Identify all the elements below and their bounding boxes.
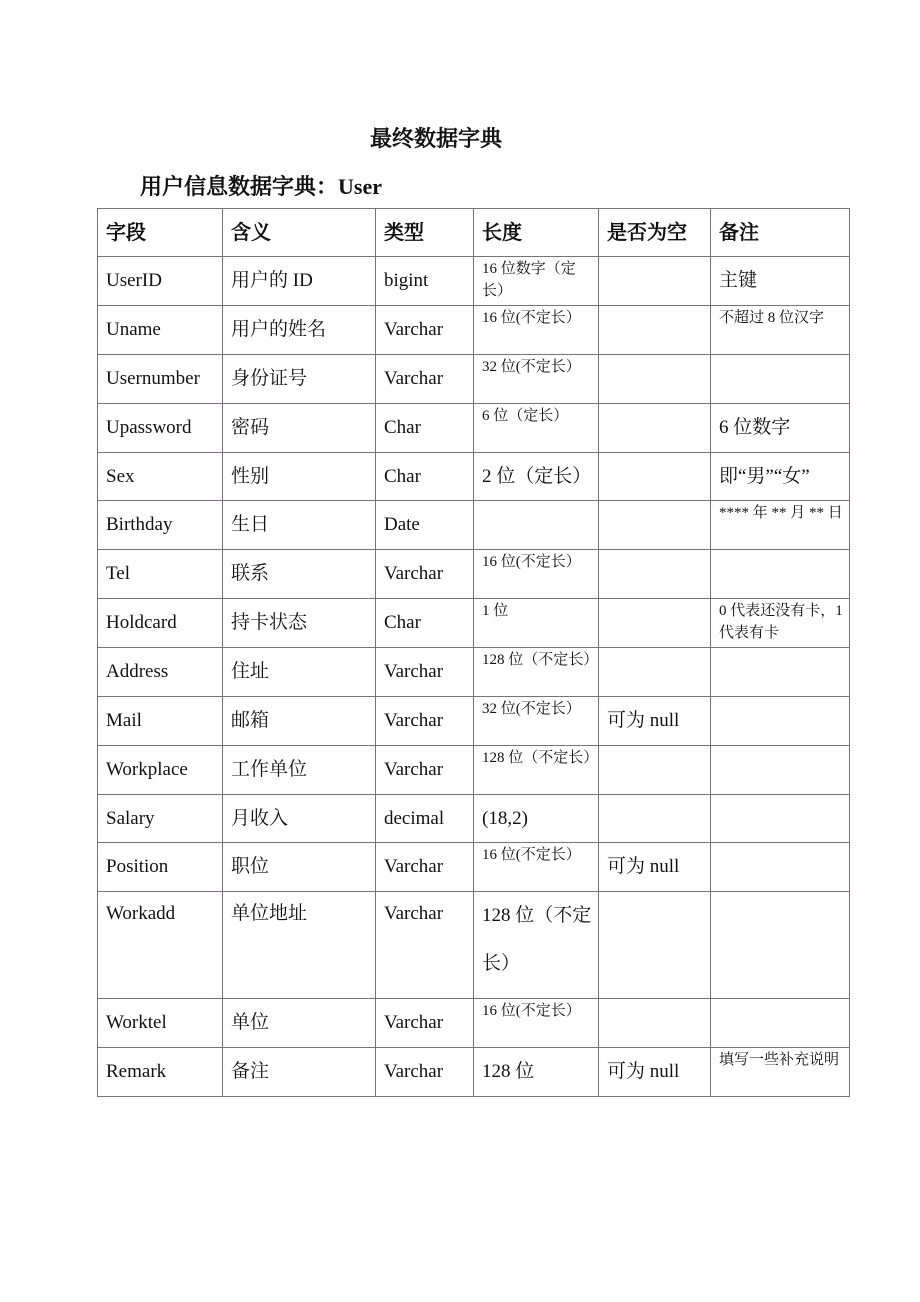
header-field: 字段 bbox=[98, 209, 223, 257]
cell-nullable bbox=[599, 795, 711, 843]
cell-nullable bbox=[599, 746, 711, 795]
header-type: 类型 bbox=[376, 209, 474, 257]
cell-nullable: 可为 null bbox=[599, 697, 711, 746]
cell-meaning: 用户的姓名 bbox=[223, 306, 376, 355]
table-row bbox=[98, 795, 850, 843]
cell-remark: 主键 bbox=[711, 257, 850, 306]
cell-nullable bbox=[599, 648, 711, 697]
cell-field: Upassword bbox=[98, 404, 223, 453]
cell-meaning: 密码 bbox=[223, 404, 376, 453]
cell-field: Sex bbox=[98, 453, 223, 501]
cell-nullable bbox=[599, 257, 711, 306]
cell-remark bbox=[711, 746, 850, 795]
cell-type: Varchar bbox=[376, 843, 474, 892]
cell-field: Tel bbox=[98, 550, 223, 599]
cell-meaning: 联系 bbox=[223, 550, 376, 599]
cell-length: 32 位(不定长） bbox=[474, 697, 599, 746]
cell-field: UserID bbox=[98, 257, 223, 306]
header-meaning: 含义 bbox=[223, 209, 376, 257]
table-row bbox=[98, 746, 850, 795]
cell-type: Varchar bbox=[376, 999, 474, 1048]
header-remark: 备注 bbox=[711, 209, 850, 257]
cell-length: 16 位(不定长） bbox=[474, 550, 599, 599]
table-row bbox=[98, 648, 850, 697]
cell-type: Char bbox=[376, 453, 474, 501]
cell-remark bbox=[711, 697, 850, 746]
cell-length: (18,2) bbox=[474, 795, 599, 843]
cell-meaning: 生日 bbox=[223, 501, 376, 550]
cell-field: Mail bbox=[98, 697, 223, 746]
cell-nullable: 可为 null bbox=[599, 1048, 711, 1097]
table-row bbox=[98, 599, 850, 648]
cell-type: Varchar bbox=[376, 550, 474, 599]
cell-remark bbox=[711, 795, 850, 843]
cell-nullable bbox=[599, 355, 711, 404]
table-row bbox=[98, 843, 850, 892]
cell-remark: 填写一些补充说明 bbox=[711, 1048, 850, 1097]
cell-type: Varchar bbox=[376, 648, 474, 697]
cell-length: 128 位 bbox=[474, 1048, 599, 1097]
cell-nullable: 可为 null bbox=[599, 843, 711, 892]
cell-meaning: 性别 bbox=[223, 453, 376, 501]
cell-remark bbox=[711, 355, 850, 404]
cell-nullable bbox=[599, 404, 711, 453]
cell-meaning: 持卡状态 bbox=[223, 599, 376, 648]
cell-remark: 不超过 8 位汉字 bbox=[711, 306, 850, 355]
cell-type: Varchar bbox=[376, 892, 474, 999]
cell-length: 128 位（不定长） bbox=[474, 746, 599, 795]
cell-meaning: 单位 bbox=[223, 999, 376, 1048]
cell-field: Workadd bbox=[98, 892, 223, 999]
page-title: 最终数据字典 bbox=[369, 126, 502, 151]
cell-length: 1 位 bbox=[474, 599, 599, 648]
cell-nullable bbox=[599, 306, 711, 355]
cell-field: Address bbox=[98, 648, 223, 697]
cell-field: Birthday bbox=[98, 501, 223, 550]
cell-length: 2 位（定长） bbox=[474, 453, 599, 501]
cell-type: bigint bbox=[376, 257, 474, 306]
data-dictionary-table bbox=[97, 208, 850, 1097]
cell-meaning: 住址 bbox=[223, 648, 376, 697]
table-row bbox=[98, 999, 850, 1048]
table-row bbox=[98, 697, 850, 746]
cell-remark bbox=[711, 892, 850, 999]
cell-nullable bbox=[599, 550, 711, 599]
table-header-row bbox=[98, 209, 850, 257]
header-length: 长度 bbox=[474, 209, 599, 257]
cell-length: 128 位（不定长） bbox=[474, 648, 599, 697]
table-row bbox=[98, 550, 850, 599]
cell-meaning: 用户的 ID bbox=[223, 257, 376, 306]
cell-remark bbox=[711, 999, 850, 1048]
cell-length: 16 位(不定长） bbox=[474, 843, 599, 892]
cell-remark: 即“男”“女” bbox=[711, 453, 850, 501]
cell-nullable bbox=[599, 599, 711, 648]
table-row bbox=[98, 453, 850, 501]
cell-type: Varchar bbox=[376, 306, 474, 355]
cell-nullable bbox=[599, 999, 711, 1048]
cell-type: Char bbox=[376, 599, 474, 648]
cell-meaning: 单位地址 bbox=[223, 892, 376, 999]
cell-field: Workplace bbox=[98, 746, 223, 795]
cell-type: decimal bbox=[376, 795, 474, 843]
cell-meaning: 身份证号 bbox=[223, 355, 376, 404]
cell-remark: 0 代表还没有卡，1 代表有卡 bbox=[711, 599, 850, 648]
cell-meaning: 工作单位 bbox=[223, 746, 376, 795]
cell-field: Usernumber bbox=[98, 355, 223, 404]
cell-remark: **** 年 ** 月 ** 日 bbox=[711, 501, 850, 550]
cell-remark bbox=[711, 843, 850, 892]
cell-meaning: 月收入 bbox=[223, 795, 376, 843]
cell-nullable bbox=[599, 453, 711, 501]
cell-length bbox=[474, 501, 599, 550]
cell-field: Position bbox=[98, 843, 223, 892]
cell-meaning: 邮箱 bbox=[223, 697, 376, 746]
cell-length: 128 位（不定长） bbox=[474, 892, 599, 999]
cell-type: Varchar bbox=[376, 746, 474, 795]
cell-type: Char bbox=[376, 404, 474, 453]
cell-nullable bbox=[599, 501, 711, 550]
table-row bbox=[98, 501, 850, 550]
cell-length: 16 位(不定长） bbox=[474, 999, 599, 1048]
cell-type: Varchar bbox=[376, 355, 474, 404]
cell-remark: 6 位数字 bbox=[711, 404, 850, 453]
cell-type: Varchar bbox=[376, 697, 474, 746]
table-row bbox=[98, 892, 850, 999]
cell-length: 6 位（定长） bbox=[474, 404, 599, 453]
cell-field: Uname bbox=[98, 306, 223, 355]
cell-field: Salary bbox=[98, 795, 223, 843]
cell-length: 16 位数字（定长） bbox=[474, 257, 599, 306]
section-title: 用户信息数据字典：User bbox=[140, 174, 382, 199]
cell-remark bbox=[711, 550, 850, 599]
cell-type: Date bbox=[376, 501, 474, 550]
cell-type: Varchar bbox=[376, 1048, 474, 1097]
cell-field: Remark bbox=[98, 1048, 223, 1097]
header-nullable: 是否为空 bbox=[599, 209, 711, 257]
table-row bbox=[98, 257, 850, 306]
table-row bbox=[98, 355, 850, 404]
cell-length: 16 位(不定长） bbox=[474, 306, 599, 355]
table-row bbox=[98, 404, 850, 453]
cell-field: Worktel bbox=[98, 999, 223, 1048]
cell-nullable bbox=[599, 892, 711, 999]
cell-field: Holdcard bbox=[98, 599, 223, 648]
table-row bbox=[98, 1048, 850, 1097]
cell-meaning: 备注 bbox=[223, 1048, 376, 1097]
cell-length: 32 位(不定长） bbox=[474, 355, 599, 404]
cell-remark bbox=[711, 648, 850, 697]
table-row bbox=[98, 306, 850, 355]
cell-meaning: 职位 bbox=[223, 843, 376, 892]
